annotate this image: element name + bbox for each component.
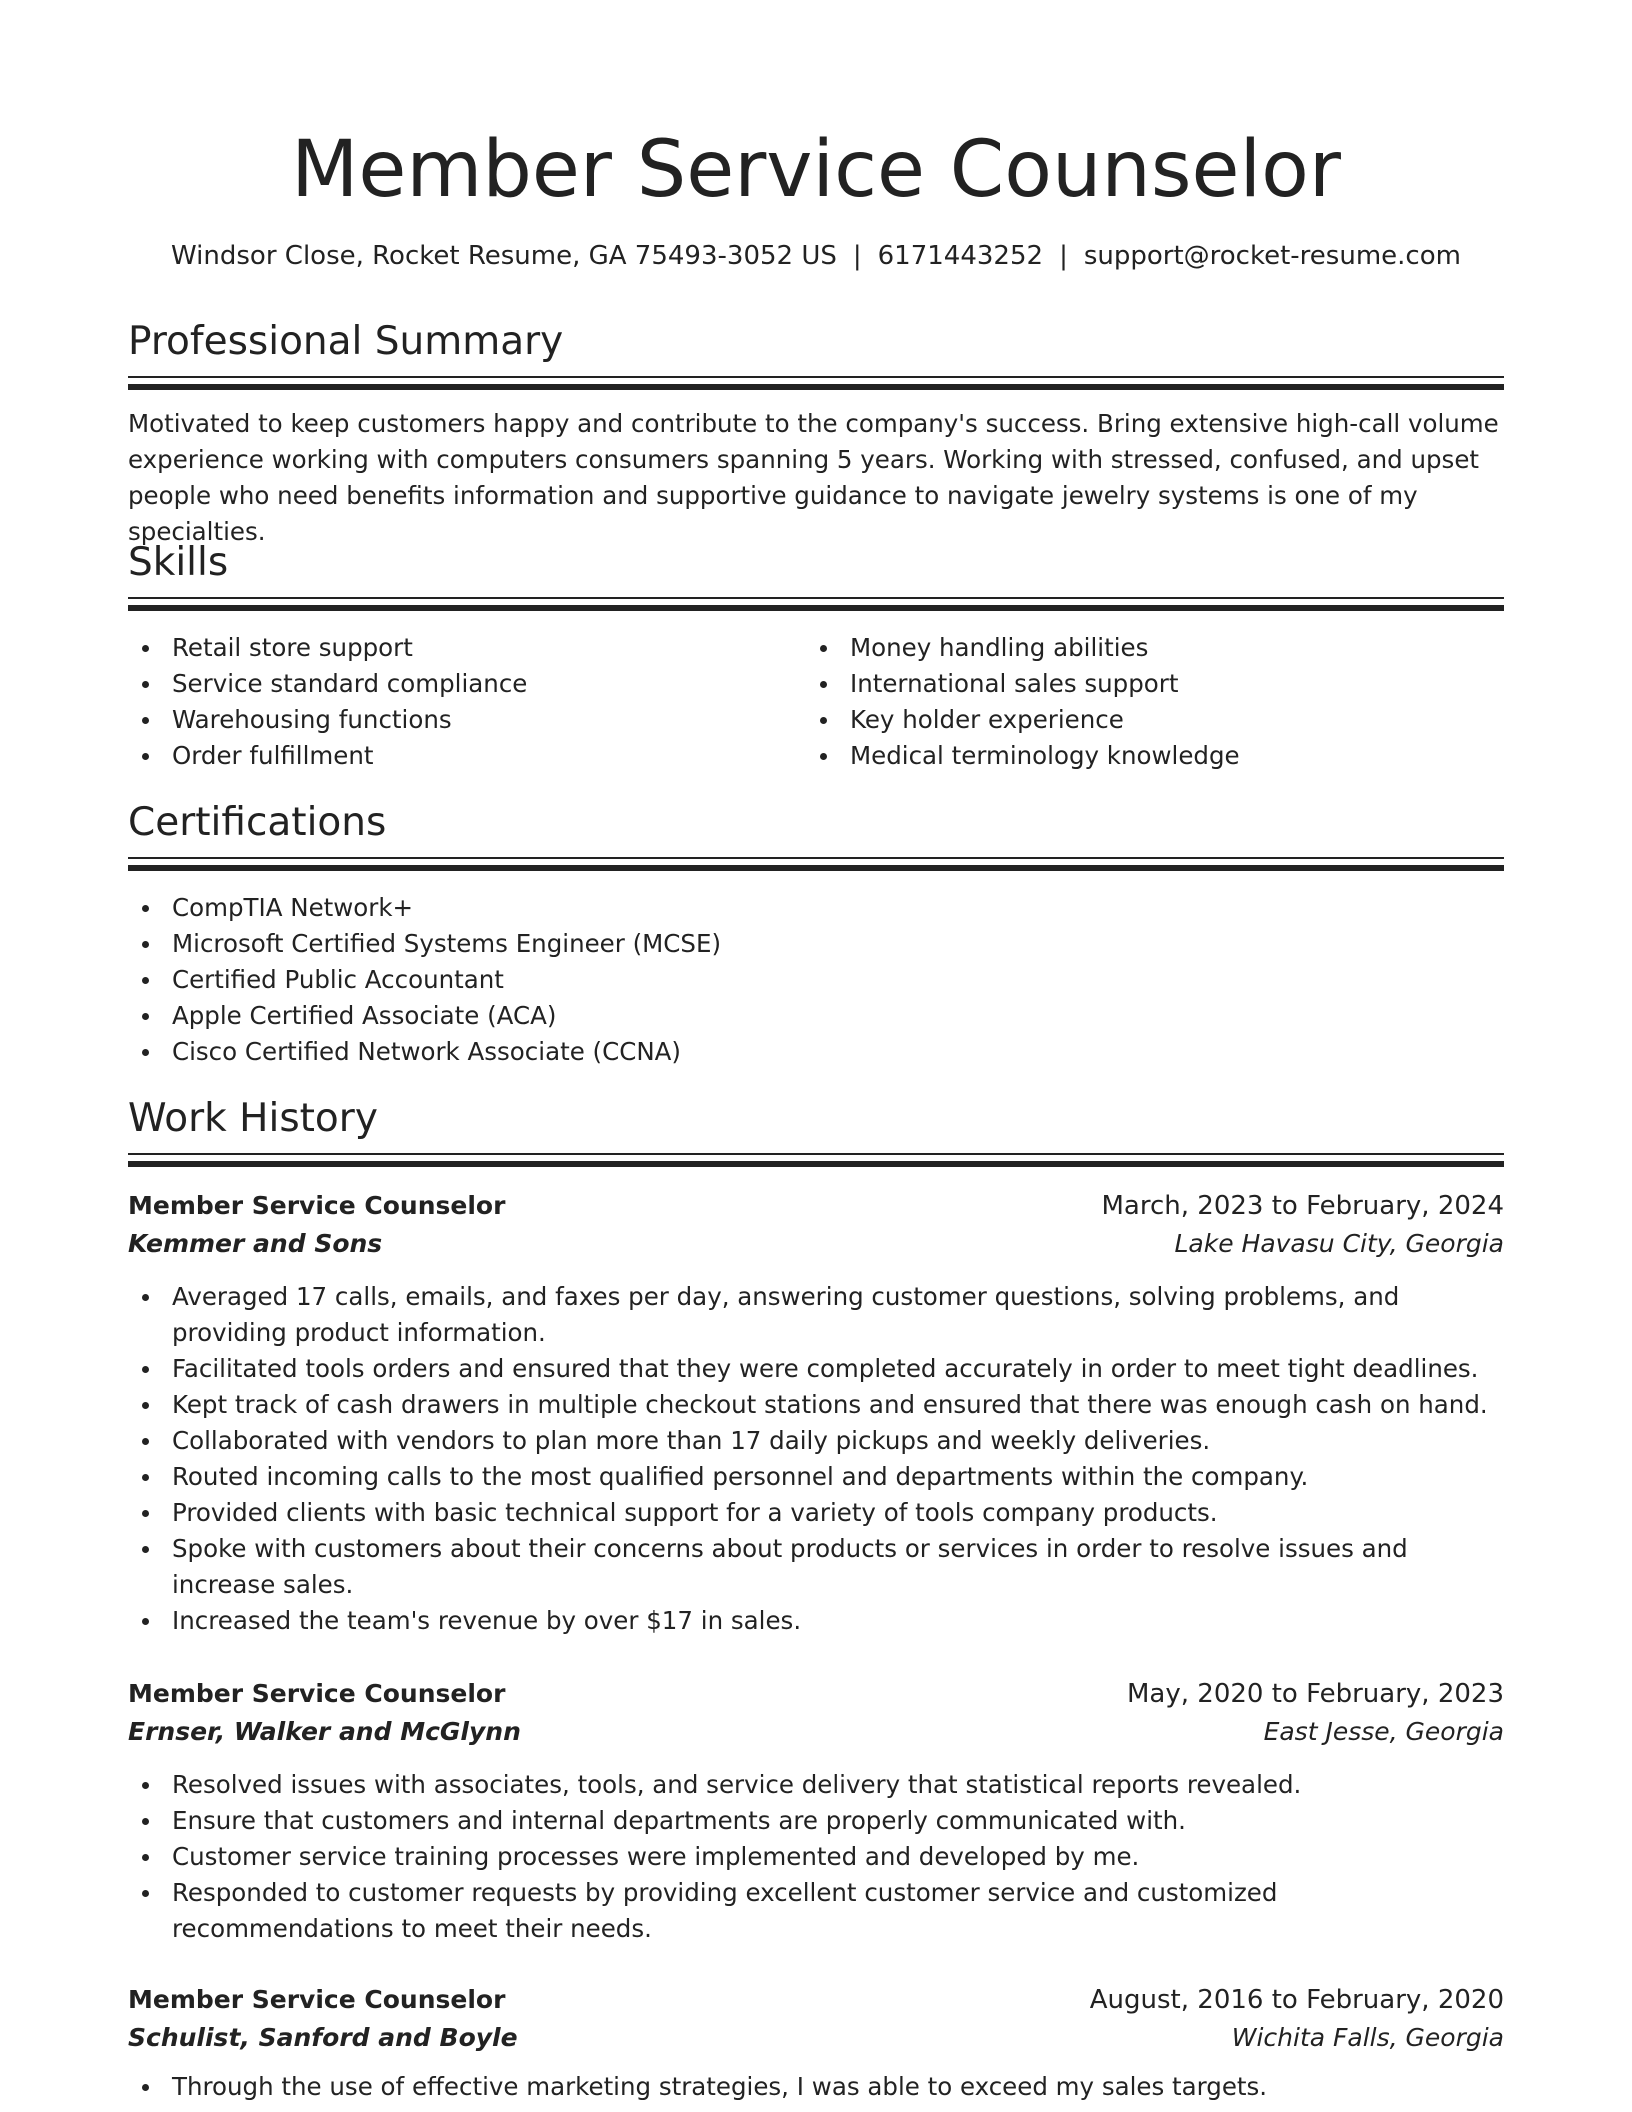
section-divider-thin — [128, 376, 1504, 378]
skill-item: Retail store support — [128, 630, 806, 666]
job-company-row — [128, 2019, 1504, 2057]
job-bullets — [128, 1767, 1504, 1947]
certifications-heading: Certifications — [128, 800, 387, 845]
job-title: Member Service Counselor — [128, 1985, 506, 2014]
skills-section — [128, 537, 1504, 611]
section-divider-thick — [128, 865, 1504, 871]
contact-separator: | — [852, 241, 862, 271]
certification-item: Certified Public Accountant — [128, 962, 1504, 998]
summary-section — [128, 316, 1504, 390]
job-bullet: Responded to customer requests by providing excellent customer service and customized recommendations to meet their needs. — [128, 1875, 1504, 1947]
skills-heading: Skills — [128, 540, 229, 585]
job-header-row — [128, 1981, 1504, 2019]
skill-item: International sales support — [806, 666, 1484, 702]
job-title: Member Service Counselor — [128, 1679, 506, 1708]
skill-item: Warehousing functions — [128, 702, 806, 738]
contact-email[interactable]: support@rocket-resume.com — [1083, 241, 1461, 271]
contact-separator: | — [1059, 241, 1068, 271]
contact-line — [128, 236, 1504, 276]
skill-item: Medical terminology knowledge — [806, 738, 1484, 774]
skill-item: Money handling abilities — [806, 630, 1484, 666]
job-bullets — [128, 2069, 1504, 2105]
job-location: East Jesse, Georgia — [1263, 1717, 1504, 1746]
job-bullet: Customer service training processes were implemented and developed by me. — [128, 1839, 1504, 1875]
job-bullet: Through the use of effective marketing strategies, I was able to exceed my sales targets. — [128, 2069, 1504, 2105]
job-company: Kemmer and Sons — [128, 1229, 383, 1258]
job-bullet: Collaborated with vendors to plan more than 17 daily pickups and weekly deliveries. — [128, 1423, 1504, 1459]
job-bullets — [128, 1279, 1504, 1639]
job-company-row — [128, 1713, 1504, 1751]
job-bullet: Routed incoming calls to the most qualified personnel and departments within the company. — [128, 1459, 1504, 1495]
job-dates: May, 2020 to February, 2023 — [1127, 1679, 1504, 1709]
contact-address: Windsor Close, Rocket Resume, GA 75493-3052 US — [171, 241, 837, 271]
job-bullet: Averaged 17 calls, emails, and faxes per day, answering customer questions, solving problems, and providing product information. — [128, 1279, 1504, 1351]
job-dates: March, 2023 to February, 2024 — [1101, 1191, 1504, 1221]
certifications-list — [128, 890, 1504, 1070]
certification-item: Cisco Certified Network Associate (CCNA) — [128, 1034, 1504, 1070]
section-divider-thin — [128, 857, 1504, 859]
skills-list-left — [128, 630, 806, 774]
certification-item: Microsoft Certified Systems Engineer (MCSE) — [128, 926, 1504, 962]
section-divider-thin — [128, 1153, 1504, 1155]
job-company: Schulist, Sanford and Boyle — [128, 2023, 518, 2052]
section-divider-thick — [128, 384, 1504, 390]
job-dates: August, 2016 to February, 2020 — [1089, 1985, 1504, 2015]
job-bullet: Kept track of cash drawers in multiple checkout stations and ensured that there was enough cash on hand. — [128, 1387, 1504, 1423]
job-company: Ernser, Walker and McGlynn — [128, 1717, 521, 1746]
section-divider-thick — [128, 605, 1504, 611]
job-company-row — [128, 1225, 1504, 1263]
skill-item: Key holder experience — [806, 702, 1484, 738]
job-bullet: Facilitated tools orders and ensured that they were completed accurately in order to meet tight deadlines. — [128, 1351, 1504, 1387]
skill-item: Service standard compliance — [128, 666, 806, 702]
job-title: Member Service Counselor — [128, 1191, 506, 1220]
summary-text: Motivated to keep customers happy and contribute to the company's success. Bring extensive high-call volume experience working with computers consumers spanning 5 years. Working with stressed, confused, and upset people who need benefits information and supportive guidance to navigate jewelry systems is one of my specialties. — [128, 409, 1499, 546]
job-location: Lake Havasu City, Georgia — [1174, 1229, 1504, 1258]
skill-item: Order fulfillment — [128, 738, 806, 774]
job-bullet: Spoke with customers about their concerns about products or services in order to resolve issues and increase sales. — [128, 1531, 1504, 1603]
job-entry — [128, 1981, 1504, 2105]
section-divider-thick — [128, 1161, 1504, 1167]
job-entry — [128, 1187, 1504, 1639]
job-location: Wichita Falls, Georgia — [1231, 2023, 1504, 2052]
certifications-section — [128, 797, 1504, 871]
job-entry — [128, 1675, 1504, 1947]
skills-list-right — [806, 630, 1484, 774]
summary-heading: Professional Summary — [128, 319, 564, 364]
work-history-section — [128, 1093, 1504, 1167]
job-bullet: Provided clients with basic technical support for a variety of tools company products. — [128, 1495, 1504, 1531]
section-divider-thin — [128, 597, 1504, 599]
job-bullet: Resolved issues with associates, tools, and service delivery that statistical reports revealed. — [128, 1767, 1504, 1803]
certification-item: Apple Certified Associate (ACA) — [128, 998, 1504, 1034]
job-header-row — [128, 1187, 1504, 1225]
skills-columns — [128, 630, 1504, 774]
page-title: Member Service Counselor — [291, 125, 1341, 215]
contact-phone[interactable]: 6171443252 — [877, 241, 1044, 271]
job-bullet: Ensure that customers and internal departments are properly communicated with. — [128, 1803, 1504, 1839]
certification-item: CompTIA Network+ — [128, 890, 1504, 926]
job-bullet: Increased the team's revenue by over $17 in sales. — [128, 1603, 1504, 1639]
work-history-heading: Work History — [128, 1096, 378, 1141]
job-header-row — [128, 1675, 1504, 1713]
